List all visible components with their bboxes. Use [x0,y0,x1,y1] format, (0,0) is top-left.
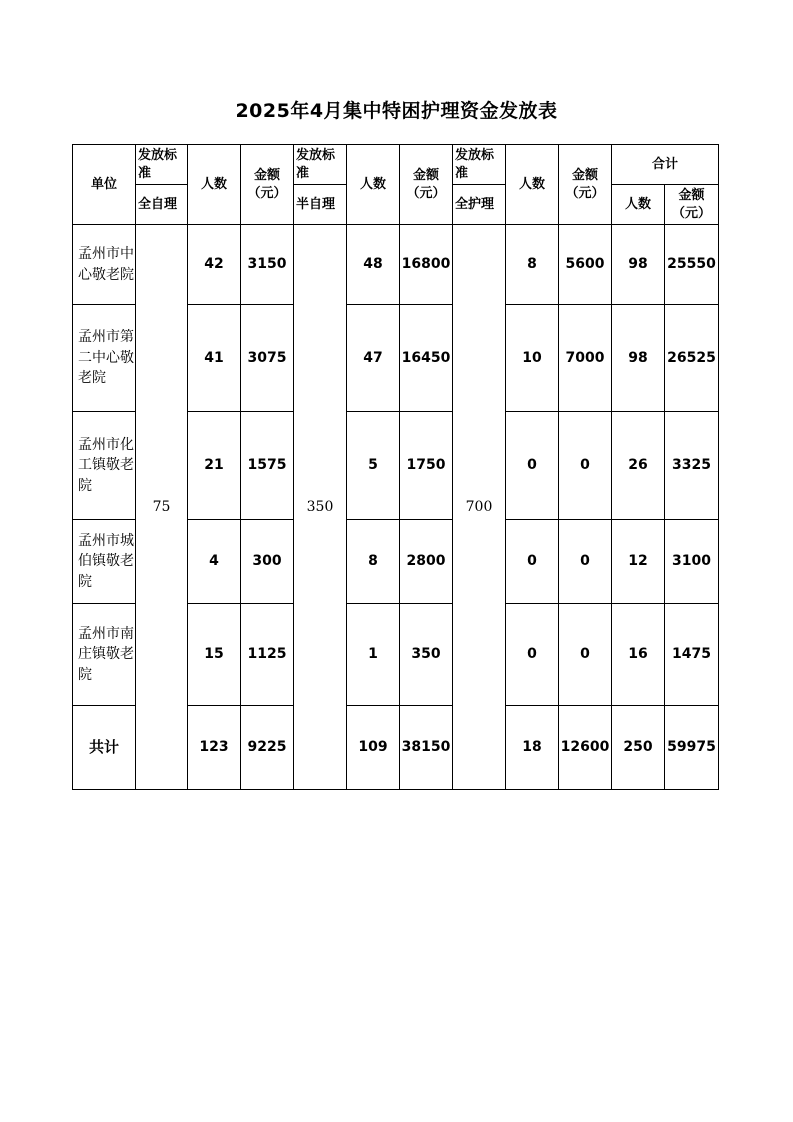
total-cell: 38150 [400,706,453,790]
cell: 0 [559,520,612,604]
table-row [73,225,719,305]
cell: 15 [188,604,241,706]
cell: 12 [612,520,665,604]
cell: 7000 [559,305,612,412]
cell: 1125 [241,604,294,706]
cell: 5 [347,412,400,520]
standard-semi-self: 350 [294,225,347,790]
cell: 1750 [400,412,453,520]
cell: 3150 [241,225,294,305]
standard-full-self: 75 [136,225,188,790]
cell: 42 [188,225,241,305]
cell: 0 [506,520,559,604]
std-header-2: 发放标准 [294,145,347,185]
unit-name: 孟州市化工镇敬老院 [73,412,136,520]
amount-header-3: 金额（元） [559,145,612,225]
cell: 350 [400,604,453,706]
cell: 98 [612,225,665,305]
unit-name: 孟州市南庄镇敬老院 [73,604,136,706]
total-cell: 109 [347,706,400,790]
cell: 3100 [665,520,719,604]
cell: 10 [506,305,559,412]
cell: 8 [506,225,559,305]
people-header-1: 人数 [188,145,241,225]
cell: 2800 [400,520,453,604]
care-type-full-self: 全自理 [136,185,188,225]
total-label: 共计 [73,706,136,790]
cell: 16 [612,604,665,706]
people-header-2: 人数 [347,145,400,225]
amount-header-1: 金额（元） [241,145,294,225]
cell: 0 [559,412,612,520]
total-cell: 123 [188,706,241,790]
cell: 1 [347,604,400,706]
cell: 0 [559,604,612,706]
funds-table [72,144,719,790]
std-header-1: 发放标准 [136,145,188,185]
cell: 26 [612,412,665,520]
care-type-semi-self: 半自理 [294,185,347,225]
unit-name: 孟州市城伯镇敬老院 [73,520,136,604]
cell: 0 [506,412,559,520]
cell: 0 [506,604,559,706]
cell: 8 [347,520,400,604]
amount-header-2: 金额（元） [400,145,453,225]
cell: 3325 [665,412,719,520]
total-cell: 250 [612,706,665,790]
cell: 21 [188,412,241,520]
header-row-1 [73,145,719,185]
people-header-3: 人数 [506,145,559,225]
cell: 26525 [665,305,719,412]
cell: 41 [188,305,241,412]
cell: 5600 [559,225,612,305]
cell: 4 [188,520,241,604]
cell: 16800 [400,225,453,305]
page-title: 2025年4月集中特困护理资金发放表 [235,100,558,122]
cell: 16450 [400,305,453,412]
total-cell: 59975 [665,706,719,790]
unit-name: 孟州市第二中心敬老院 [73,305,136,412]
unit-header: 单位 [73,145,136,225]
cell: 25550 [665,225,719,305]
cell: 48 [347,225,400,305]
total-cell: 9225 [241,706,294,790]
total-cell: 12600 [559,706,612,790]
total-cell: 18 [506,706,559,790]
total-header: 合计 [612,145,719,185]
cell: 98 [612,305,665,412]
standard-full-care: 700 [453,225,506,790]
cell: 47 [347,305,400,412]
total-amount-header: 金额（元） [665,185,719,225]
care-type-full-care: 全护理 [453,185,506,225]
unit-name: 孟州市中心敬老院 [73,225,136,305]
cell: 1475 [665,604,719,706]
cell: 1575 [241,412,294,520]
total-people-header: 人数 [612,185,665,225]
cell: 300 [241,520,294,604]
std-header-3: 发放标准 [453,145,506,185]
cell: 3075 [241,305,294,412]
